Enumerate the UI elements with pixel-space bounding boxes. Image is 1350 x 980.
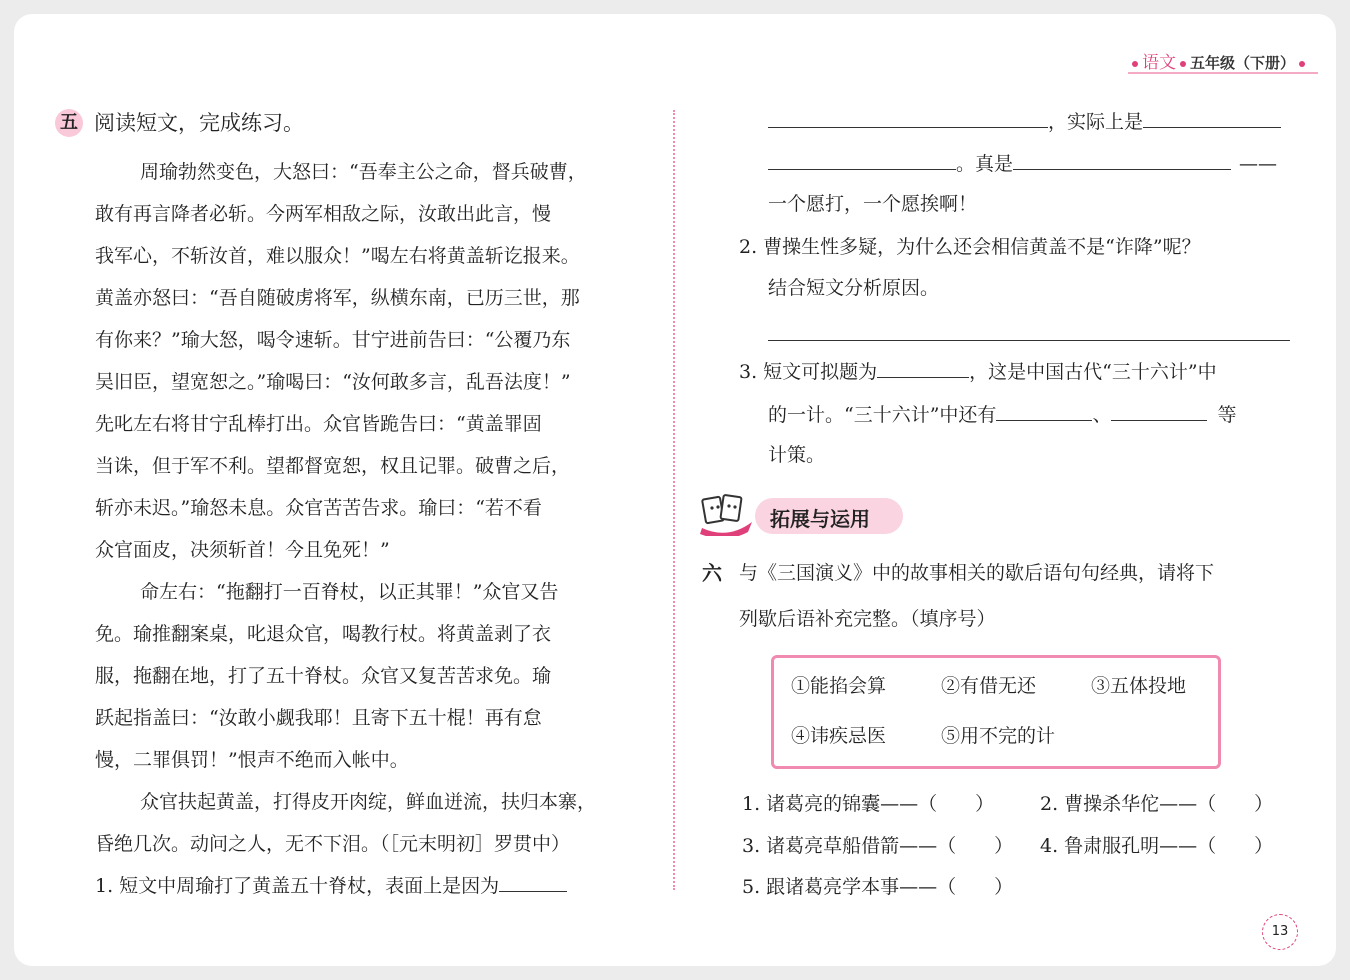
question-3-text: 的一计。“三十六计”中还有	[768, 403, 997, 426]
section-number: 六	[702, 561, 722, 585]
answer-blank[interactable]	[1013, 148, 1231, 170]
passage-line: 跃起指盖曰：“汝敢小觑我耶！且寄下五十棍！再有怠	[95, 707, 542, 729]
books-icon	[698, 492, 756, 540]
idiom-item[interactable]: 5. 跟诸葛亮学本事——（ ）	[742, 876, 1014, 898]
question-1-cont	[768, 148, 1277, 176]
question-3-line: 计策。	[768, 444, 826, 466]
page-number: 13	[1262, 914, 1298, 950]
option-item: ③五体投地	[1091, 675, 1187, 697]
passage-line: 吴旧臣，望宽恕之。”瑜喝曰：“汝何敢多言，乱吾法度！”	[95, 371, 571, 393]
answer-blank[interactable]	[1143, 106, 1281, 128]
idiom-item[interactable]: 2. 曹操杀华佗——（ ）	[1040, 793, 1274, 815]
question-3-line	[739, 356, 1217, 384]
passage-line: 命左右：“拖翻打一百脊杖，以正其罪！”众官又告	[140, 581, 559, 603]
question-2-line: 结合短文分析原因。	[768, 277, 940, 299]
passage-line: 昏绝几次。动问之人，无不下泪。（［元末明初］罗贯中）	[95, 833, 571, 855]
question-1-mid: ，实际上是	[1048, 110, 1144, 133]
passage-line: 慢，二罪俱罚！”恨声不绝而入帐中。	[95, 749, 409, 771]
question-1-end-line: 一个愿打，一个愿挨啊！	[768, 193, 978, 215]
answer-blank[interactable]	[877, 356, 969, 378]
section-banner-title: 拓展与运用	[770, 507, 870, 531]
answer-line[interactable]	[768, 340, 1290, 341]
passage-line: 斩亦未迟。”瑜怒未息。众官苦苦告求。瑜曰：“若不看	[95, 497, 542, 519]
question-1-end: 。真是	[956, 152, 1014, 175]
idiom-item[interactable]: 3. 诸葛亮草船借箭——（ ）	[742, 835, 1014, 857]
dash-text: ——	[1239, 152, 1278, 175]
answer-blank[interactable]	[996, 399, 1092, 421]
question-3-text: 等	[1217, 403, 1237, 426]
section-number-badge: 五	[55, 109, 83, 137]
passage-line: 当诛，但于军不利。望都督宽恕，权且记罪。破曹之后，	[95, 455, 571, 477]
passage-line: 敢有再言降者必斩。今两军相敌之际，汝敢出此言，慢	[95, 203, 552, 225]
passage-line: 有你来？”瑜大怒，喝令速斩。甘宁进前告曰：“公覆乃东	[95, 329, 571, 351]
section-6-instructions: 列歇后语补充完整。（填序号）	[739, 608, 996, 630]
question-1-start	[95, 870, 567, 898]
option-item: ④讳疾忌医	[791, 725, 887, 747]
idiom-item[interactable]: 4. 鲁肃服孔明——（ ）	[1040, 835, 1274, 857]
answer-blank[interactable]	[768, 148, 956, 170]
passage-line: 众官扶起黄盖，打得皮开肉绽，鲜血迸流，扶归本寨，	[140, 791, 597, 813]
passage-line: 我军心，不斩汝首，难以服众！”喝左右将黄盖斩讫报来。	[95, 245, 580, 267]
option-item: ⑤用不完的计	[941, 725, 1056, 747]
passage-line: 先叱左右将甘宁乱棒打出。众官皆跪告曰：“黄盖罪固	[95, 413, 542, 435]
question-1-text: 1. 短文中周瑜打了黄盖五十脊杖，表面上是因为	[95, 874, 500, 897]
bullet-dot-icon	[1299, 61, 1305, 67]
option-item: ①能掐会算	[791, 675, 887, 697]
passage-line: 服，拖翻在地，打了五十脊杖。众官又复苦苦求免。瑜	[95, 665, 552, 687]
section-6-instructions: 与《三国演义》中的故事相关的歇后语句句经典，请将下	[739, 562, 1215, 584]
bullet-dot-icon	[1180, 61, 1186, 67]
grade-label: 五年级（下册）	[1190, 54, 1296, 72]
header-underline	[1128, 72, 1318, 74]
subject-label: 语文	[1142, 53, 1176, 73]
question-1-cont	[768, 106, 1281, 134]
idiom-item[interactable]: 1. 诸葛亮的锦囊——（ ）	[742, 793, 995, 815]
question-3-text: ，这是中国古代“三十六计”中	[969, 360, 1217, 383]
section-title: 阅读短文，完成练习。	[94, 111, 304, 135]
passage-line: 黄盖亦怒曰：“吾自随破虏将军，纵横东南，已历三世，那	[95, 287, 580, 309]
passage-line: 免。瑜推翻案桌，叱退众官，喝教行杖。将黄盖剥了衣	[95, 623, 552, 645]
column-divider	[673, 110, 675, 890]
question-3-text: 3. 短文可拟题为	[739, 360, 878, 383]
answer-blank[interactable]	[499, 870, 567, 892]
question-3-text: 、	[1092, 403, 1112, 426]
answer-blank[interactable]	[768, 106, 1048, 128]
bullet-dot-icon	[1132, 61, 1138, 67]
page-header	[1128, 48, 1309, 73]
question-3-line	[768, 399, 1236, 427]
passage-line: 众官面皮，决须斩首！今且免死！”	[95, 539, 390, 561]
answer-blank[interactable]	[1111, 399, 1207, 421]
option-item: ②有借无还	[941, 675, 1037, 697]
passage-line: 周瑜勃然变色，大怒曰：“吾奉主公之命，督兵破曹，	[140, 161, 587, 183]
question-2-line: 2. 曹操生性多疑，为什么还会相信黄盖不是“诈降”呢？	[739, 236, 1201, 258]
